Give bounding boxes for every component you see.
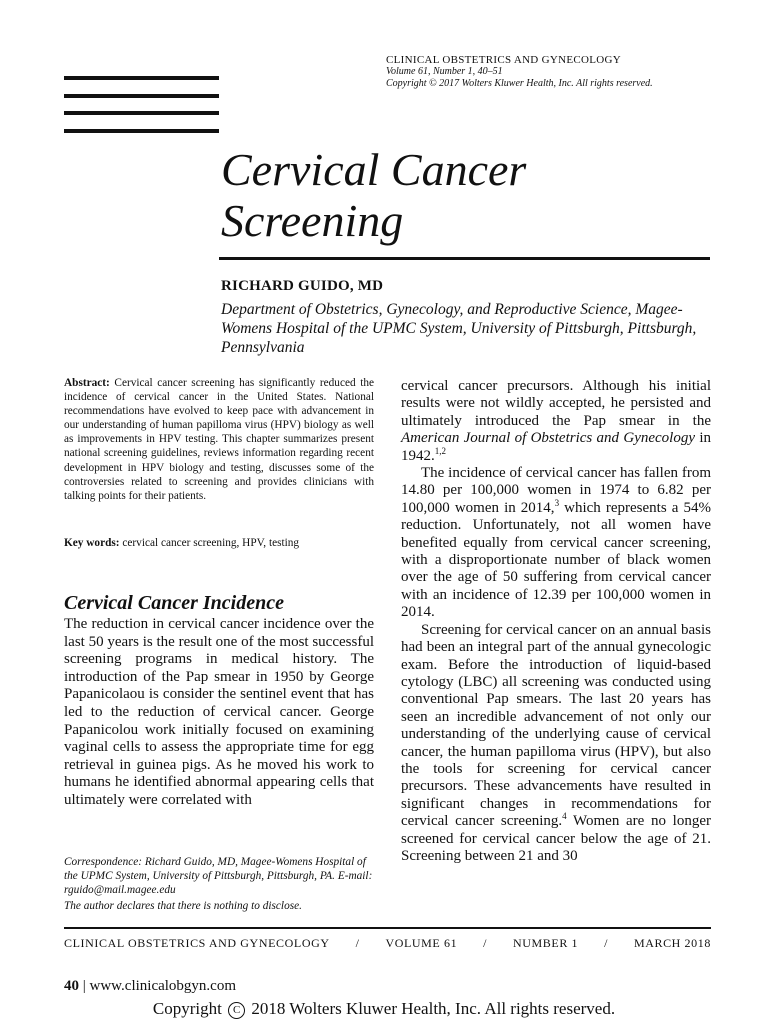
footer-rule [64, 927, 711, 929]
p2-text: The incidence of cervical cancer has fallen from 14.80 per 100,000 women in 1974 to 6.82 per 100,000 women in 2014, [401, 465, 711, 516]
page-number: 40 [64, 978, 79, 994]
p1-text: cervical cancer precursors. Although his initial results were not wildly accepted, he persisted and ultimately introduced the Pap smear in the [401, 378, 711, 429]
p2-end: which represents a 54% reduction. Unfortunately, not all women have benefited equally from cervical cancer screening, with a disproportionate number of black women over the age of 50 suffering from cervical cancer with an incidence of 12.39 per 100,000 women in 2014. [401, 499, 711, 621]
correspondence-note: Correspondence: Richard Guido, MD, Magee-Womens Hospital of the UPMC System, University of Pittsburgh, Pittsburgh, PA. E-mail: rguido@mail.magee.edu [64, 856, 373, 896]
p3-end: Women are no longer screened for cervical cancer below the age of 21. Screening between 21 and 30 [401, 813, 711, 864]
article-title [221, 144, 721, 246]
author-affiliation: Department of Obstetrics, Gynecology, and Reproductive Science, Magee-Womens Hospital of the UPMC System, University of Pittsburgh, Pittsburgh, Pennsylvania [221, 301, 697, 356]
abstract [64, 376, 374, 503]
paragraph-2 [401, 465, 711, 622]
journal-url[interactable]: www.clinicalobgyn.com [89, 978, 237, 994]
section-heading: Cervical Cancer Incidence [64, 592, 284, 614]
header-copyright: Copyright © 2017 Wolters Kluwer Health, Inc. All rights reserved. [386, 78, 653, 89]
page-separator: | [82, 978, 86, 994]
copyright-notice [0, 999, 768, 1019]
abstract-label: Abstract: [64, 377, 110, 389]
volume-info: Volume 61, Number 1, 40–51 [386, 66, 503, 77]
title-rule [219, 257, 710, 260]
copyright-word: Copyright [152, 999, 222, 1018]
page-info [64, 978, 236, 995]
journal-header [386, 54, 746, 90]
title-line-2: Screening [221, 195, 404, 246]
paragraph-1 [401, 378, 711, 465]
footer-volume: VOLUME 61 [385, 936, 458, 950]
author-name: RICHARD GUIDO, MD [221, 278, 384, 294]
copyright-text: 2018 Wolters Kluwer Health, Inc. All rights reserved. [251, 999, 616, 1018]
footer-date: MARCH 2018 [633, 936, 711, 950]
title-line-1: Cervical Cancer [221, 144, 527, 195]
copyright-symbol: C [228, 1002, 245, 1019]
p1-journal-title: American Journal of Obstetrics and Gynecology [401, 430, 696, 447]
decorative-rule-1 [64, 76, 219, 80]
disclosure-note: The author declares that there is nothing to disclose. [64, 900, 302, 912]
p3-text: Screening for cervical cancer on an annual basis had been an integral part of the annual gynecologic exam. Before the introduction of liquid-based cytology (LBC) all screening was conducted using conventional Pap smears. The last 20 years has seen an incredible advancement of not only our understanding of the underlying cause of cervical cancer, the human papilloma virus (HPV), but also the tools for screening for cervical cancer precursors. These advancements have resulted in significant changes in recommendations for cervical cancer screening. [401, 621, 711, 830]
paragraph-3 [401, 622, 711, 866]
keywords-label: Key words: [64, 537, 120, 549]
footer-sep-1: / [355, 936, 360, 950]
running-footer [64, 936, 711, 951]
citation-4: 4 [562, 811, 567, 822]
citation-1-2: 1,2 [434, 445, 446, 456]
decorative-rule-4 [64, 129, 219, 133]
keywords [64, 536, 374, 550]
right-column [401, 378, 711, 865]
footer-sep-3: / [604, 936, 608, 950]
decorative-rule-3 [64, 111, 219, 115]
footer-sep-2: / [483, 936, 488, 950]
footer-number: NUMBER 1 [512, 936, 579, 950]
footer-journal: CLINICAL OBSTETRICS AND GYNECOLOGY [64, 936, 330, 950]
citation-3: 3 [554, 497, 560, 508]
p1-end: in 1942. [401, 430, 711, 464]
keywords-text: cervical cancer screening, HPV, testing [122, 537, 300, 549]
decorative-rule-2 [64, 94, 219, 98]
journal-name: CLINICAL OBSTETRICS AND GYNECOLOGY [386, 54, 621, 66]
abstract-text: Cervical cancer screening has significantly reduced the incidence of cervical cancer in the United States. National recommendations have evolved to keep pace with advancement in our understanding of human papilloma virus (HPV) biology as well as improvements in HPV testing. This chapter summarizes present national screening guidelines, reviews information regarding recent development in HPV biology and testing, discusses some of the controversies related to screening and provides clinicians with talking points for their patients. [64, 377, 375, 502]
left-column-text: The reduction in cervical cancer incidence over the last 50 years is the result one of the most successful screening programs in medical history. The introduction of the Pap smear in 1950 by George Papanicolaou is consider the sentinel event that has led to the reduction of cervical cancer. George Papanicolou work initially focused on examining vaginal cells to assess the appropriate time for egg retrieval in guinea pigs. As he moved his work to humans he identified abnormal appearing cells that ultimately were correlated with [64, 616, 374, 808]
